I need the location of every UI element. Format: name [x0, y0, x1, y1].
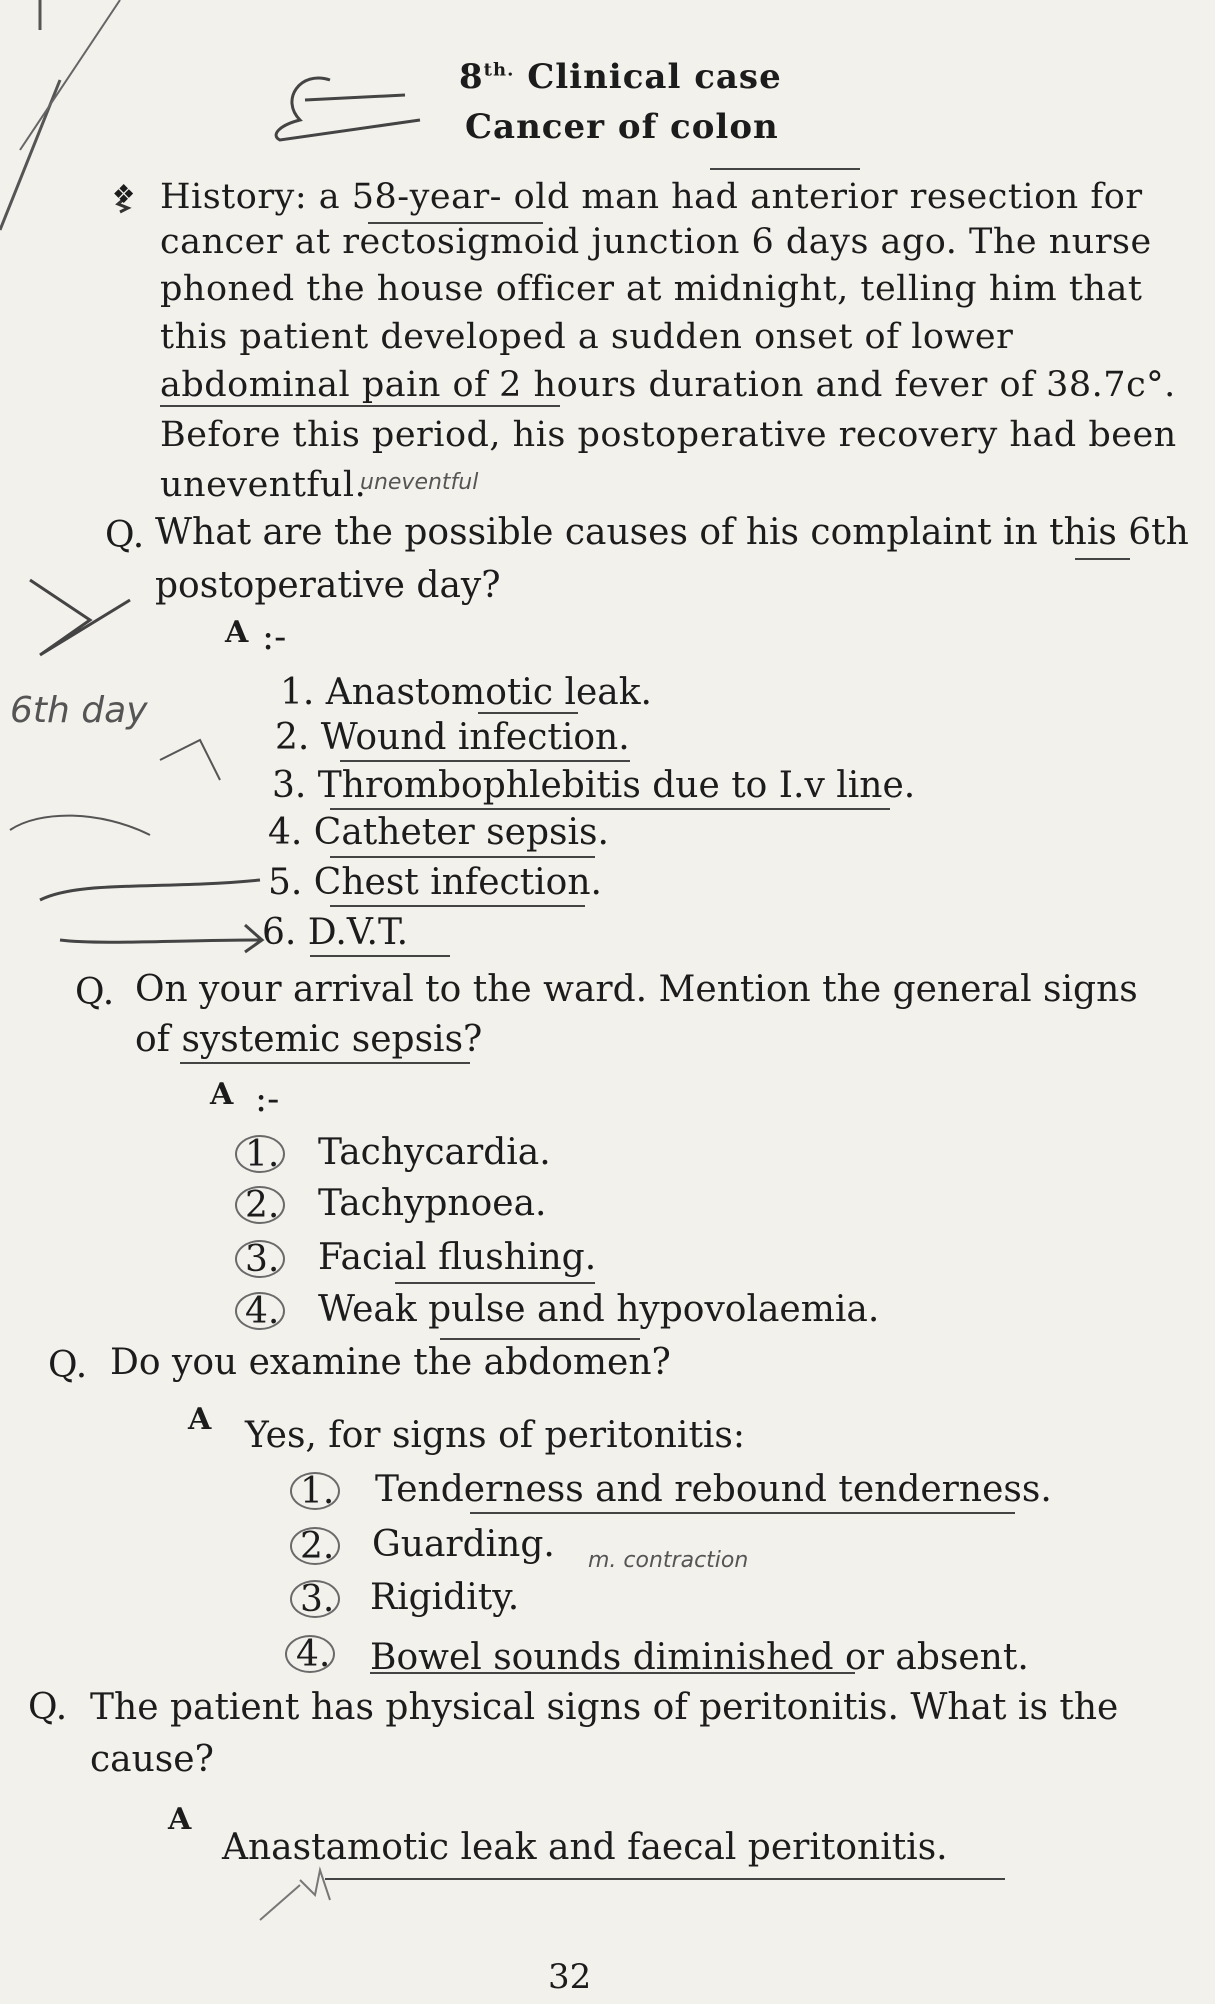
history-line: uneventful.: [160, 465, 367, 505]
history-line: Before this period, his postoperative recovery had been: [160, 415, 1177, 455]
history-line: phoned the house officer at midnight, telling him that: [160, 269, 1143, 309]
list-item: Tachypnoea.: [318, 1183, 547, 1224]
list-item: Facial flushing.: [318, 1237, 597, 1278]
case-subtitle: Cancer of colon: [465, 107, 779, 147]
question-line: postoperative day?: [155, 565, 501, 606]
handwritten-note: 6th day: [10, 690, 148, 731]
handwritten-underline: [478, 712, 578, 714]
question-line: cause?: [90, 1739, 214, 1780]
list-item: Tenderness and rebound tenderness.: [375, 1469, 1052, 1510]
question-marker: Q.: [105, 515, 145, 556]
list-number: 4.: [296, 1634, 331, 1675]
handwritten-underline: [330, 856, 595, 858]
list-number: 3.: [245, 1239, 280, 1280]
handwritten-underline: [340, 760, 630, 762]
answer-marker: A: [225, 615, 249, 650]
list-item: Weak pulse and hypovolaemia.: [318, 1289, 880, 1330]
history-line: History: a 58-year- old man had anterior resection for: [160, 177, 1143, 217]
answer-colon: :-: [255, 1079, 280, 1120]
question-line: Do you examine the abdomen?: [110, 1342, 671, 1383]
question-line: On your arrival to the ward. Mention the general signs: [135, 969, 1138, 1010]
list-item: 4. Catheter sepsis.: [268, 812, 609, 853]
handwritten-underline: [440, 1338, 640, 1340]
handwritten-note: m. contraction: [588, 1548, 749, 1573]
handwritten-underline: [710, 168, 860, 170]
question-marker: Q.: [75, 972, 115, 1013]
handwritten-underline: [470, 1512, 1015, 1514]
list-item: 2. Wound infection.: [275, 717, 630, 758]
list-number: 3.: [300, 1579, 335, 1620]
handwritten-underline: [180, 1062, 470, 1064]
list-item: Guarding.: [372, 1524, 555, 1565]
list-number: 1.: [245, 1134, 280, 1175]
case-heading: $8^{th.}$ Clinical case: [459, 57, 782, 97]
list-item: 3. Thrombophlebitis due to I.v line.: [272, 765, 916, 806]
handwritten-underline: [310, 955, 450, 957]
answer-colon: :-: [262, 617, 287, 658]
list-item: 6. D.V.T.: [262, 912, 409, 953]
question-marker: Q.: [48, 1345, 88, 1386]
list-item: Bowel sounds diminished or absent.: [370, 1637, 1029, 1678]
list-number: 4.: [245, 1291, 280, 1332]
list-item: 1. Anastomotic leak.: [280, 672, 652, 713]
handwritten-underline: [395, 1282, 595, 1284]
question-line: The patient has physical signs of peritonitis. What is the: [90, 1687, 1119, 1728]
handwritten-underline: [325, 1878, 1005, 1880]
handwritten-underline: [330, 905, 585, 907]
handwritten-underline: [368, 222, 543, 224]
list-number: 2.: [245, 1185, 280, 1226]
handwritten-underline: [330, 808, 890, 810]
question-line: of systemic sepsis?: [135, 1019, 483, 1060]
answer-text: Yes, for signs of peritonitis:: [245, 1415, 746, 1456]
history-line: cancer at rectosigmoid junction 6 days ago. The nurse: [160, 222, 1152, 262]
answer-marker: A: [168, 1802, 192, 1837]
history-line: abdominal pain of 2 hours duration and fever of 38.7c°.: [160, 365, 1176, 405]
page-number: 32: [548, 1957, 592, 1997]
handwritten-underline: [1075, 558, 1130, 560]
handwritten-underline: [370, 1672, 855, 1674]
question-line: What are the possible causes of his complaint in this 6th: [155, 512, 1189, 553]
history-line: this patient developed a sudden onset of lower: [160, 317, 1014, 357]
answer-text: Anastamotic leak and faecal peritonitis.: [222, 1827, 948, 1868]
answer-marker: A: [210, 1077, 234, 1112]
handwritten-note: uneventful: [360, 470, 479, 495]
answer-marker: A: [188, 1402, 212, 1437]
question-marker: Q.: [28, 1687, 68, 1728]
bullet-icon: ❖: [112, 180, 136, 210]
list-item: Tachycardia.: [318, 1132, 551, 1173]
list-item: Rigidity.: [370, 1577, 520, 1618]
list-item: 5. Chest infection.: [268, 862, 602, 903]
list-number: 2.: [300, 1526, 335, 1567]
list-number: 1.: [300, 1471, 335, 1512]
handwritten-underline: [160, 405, 560, 407]
